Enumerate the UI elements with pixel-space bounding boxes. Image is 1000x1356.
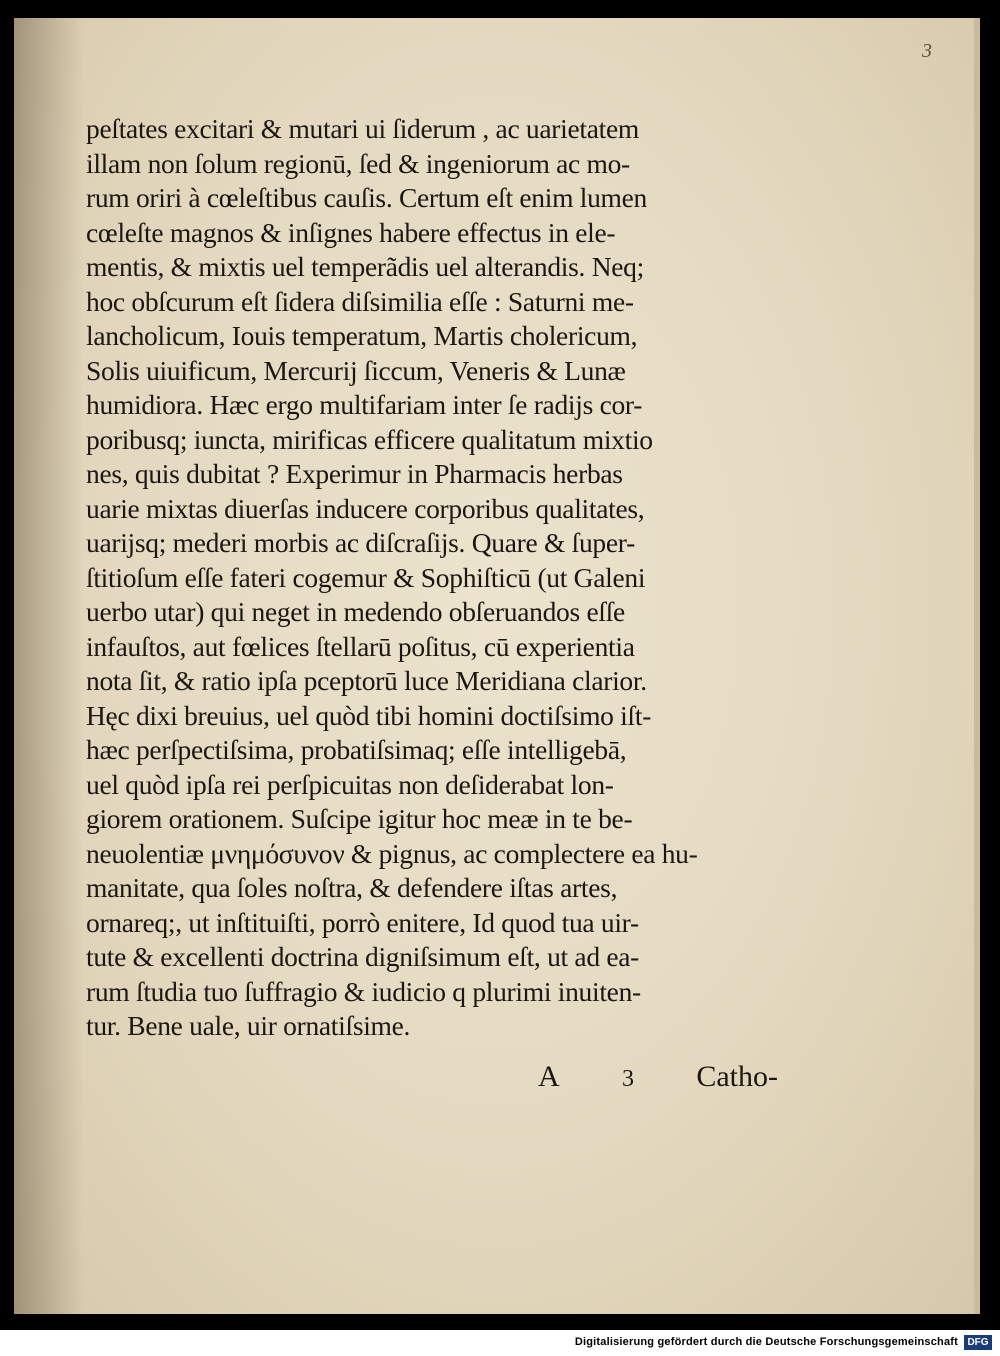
signature-mark: A [538, 1060, 560, 1093]
text-line: cœleſte magnos & inſignes habere effectus in ele- [86, 216, 616, 248]
text-line: hæc perſpectiſsima, probatiſsimaq; eſſe intelligebā, [86, 734, 627, 765]
text-line: lancholicum, Iouis temperatum, Martis cholericum, [86, 320, 638, 351]
text-line: rum ſtudia tuo ſuffragio & iudicio q plurimi inuiten- [86, 975, 641, 1007]
text-line: uel quòd ipſa rei perſpicuitas non deſiderabat lon- [86, 768, 614, 800]
text-block [86, 112, 776, 1044]
text-line: uarijsq; mederi morbis ac diſcraſijs. Quare & ſuper- [86, 527, 635, 558]
signature-line [538, 1060, 778, 1094]
footer-credit: Digitalisierung gefördert durch die Deutsche Forschungsgemeinschaft [574, 1336, 958, 1348]
catchword: Catho- [696, 1060, 778, 1093]
text-line: manitate, qua ſoles noſtra, & defendere iſtas artes, [86, 872, 618, 903]
text-line: ornareq;, ut inſtituiſti, porrò enitere, Id quod tua uir- [86, 906, 639, 938]
text-line: tute & excellenti doctrina digniſsimum eſt, ut ad ea- [86, 941, 640, 972]
text-line: illam non ſolum regionū, ſed & ingeniorum ac mo- [86, 147, 630, 179]
text-line: ſtitioſum eſſe fateri cogemur & Sophiſticū (ut Galeni [86, 561, 646, 593]
text-line: tur. Bene uale, uir ornatiſsime. [86, 1010, 411, 1041]
text-line: rum oriri à cœleſtibus cauſis. Certum eſt enim lumen [86, 182, 648, 213]
text-line: giorem orationem. Suſcipe igitur hoc meæ in te be- [86, 803, 633, 834]
text-line: poribusq; iuncta, mirificas efficere qualitatum mixtio [86, 423, 653, 455]
text-line: nota ſit, & ratio ipſa pceptorū luce Meridiana clarior. [86, 665, 647, 696]
text-line: Solis uiuificum, Mercurij ſiccum, Veneris & Lunæ [86, 354, 626, 386]
text-line: uerbo utar) qui neget in medendo obſeruandos eſſe [86, 596, 625, 627]
text-line: hoc obſcurum eſt ſidera diſsimilia eſſe : Saturni me- [86, 285, 634, 317]
signature-number: 3 [622, 1066, 634, 1092]
text-line: humidiora. Hæc ergo multifariam inter ſe radijs cor- [86, 389, 643, 420]
folio-number: 3 [922, 40, 932, 62]
text-line: Hęc dixi breuius, uel quòd tibi homini doctiſsimo iſt- [86, 699, 652, 731]
footer-bar [0, 1330, 1000, 1356]
text-line: uarie mixtas diuerſas inducere corporibus qualitates, [86, 492, 645, 524]
text-line: mentis, & mixtis uel temperãdis uel alterandis. Neq; [86, 251, 644, 282]
dfg-logo: DFG [964, 1335, 992, 1350]
text-line: neuolentiæ μνημόσυνον & pignus, ac complectere ea hu- [86, 837, 698, 869]
text-line: infauſtos, aut fœlices ſtellarū poſitus, cū experientia [86, 630, 635, 662]
text-line: nes, quis dubitat ? Experimur in Pharmacis herbas [86, 458, 623, 489]
text-line: peſtates excitari & mutari ui ſiderum , ac uarietatem [86, 113, 639, 144]
